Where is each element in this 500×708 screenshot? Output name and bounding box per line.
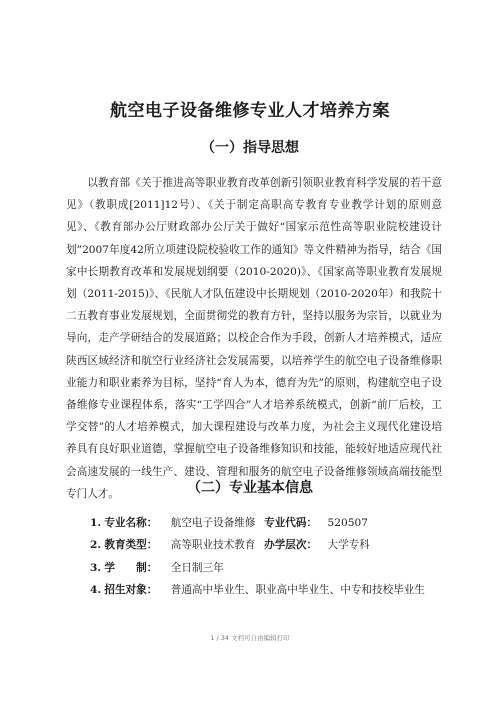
info-number: 2. bbox=[90, 539, 102, 552]
info-value: 高等职业技术教育 bbox=[170, 539, 256, 552]
info-label: 学 制： bbox=[104, 561, 158, 574]
info-label-secondary: 办学层次： bbox=[264, 539, 318, 552]
info-value: 全日制三年 bbox=[170, 561, 224, 574]
section-heading-basic-info: （二）专业基本信息 bbox=[187, 480, 313, 496]
info-row-admission-target bbox=[90, 579, 450, 601]
info-value-secondary: 大学专科 bbox=[327, 539, 370, 552]
info-value-secondary: 520507 bbox=[327, 517, 368, 529]
guiding-ideology-paragraph: 以教育部《关于推进高等职业教育改革创新引领职业教育科学发展的若干意见》（教职成[2011]12号）、《关于制定高职高专教育专业教学计划的原则意见》、《教育部办公厅财政部办公厅关于做好“国家示范性高等职业院校建设计划”2007年度42所立项建设院校验收工作的通知》等文件精神为指导，结合《国家中长期教育改革和发展规划纲要（2010-2020)》、《国家高等职业教育发展规划（2011-2015)》、《民航人才队伍建设中长期规划（2010-2020年）和我院十二五教育事业发展规划，全面贯彻党的教育方针，坚持以服务为宗旨，以就业为导向，走产学研结合的发展道路；以校企合作为手段，创新人才培养模式，适应陕西区域经济和航空行业经济社会发展需要，以培养学生的航空电子设备维修职业能力和职业素养为目标，坚持“育人为本，德育为先”的原则，构建航空电子设备维修专业课程体系，落实“工学四合”人才培养系统模式，创新“前厂后校，工学交替”的人才培养模式，加大课程建设与改革力度，为社会主义现代化建设培养具有良好职业道德，掌握航空电子设备维修知识和技能，能较好地适应现代社会高速发展的一线生产、建设、管理和服务的航空电子设备维修领域高端技能型专门人才。 bbox=[66, 177, 442, 500]
info-value: 航空电子设备维修 bbox=[170, 517, 256, 529]
info-row-major-name bbox=[90, 512, 450, 534]
info-number: 3. bbox=[90, 561, 102, 574]
info-row-education-type bbox=[90, 534, 450, 556]
page-footer: 1 / 34 文档可自由编辑打印 bbox=[210, 634, 290, 642]
basic-info-list bbox=[90, 512, 450, 602]
info-value: 普通高中毕业生、职业高中毕业生、中专和技校毕业生 bbox=[170, 584, 425, 597]
info-label: 专业名称： bbox=[104, 517, 158, 529]
info-label: 招生对象： bbox=[104, 584, 158, 597]
info-number: 4. bbox=[90, 584, 102, 597]
section-heading-guiding-ideology: （一）指导思想 bbox=[201, 140, 299, 156]
info-label: 教育类型： bbox=[104, 539, 158, 552]
info-number: 1. bbox=[90, 517, 102, 529]
info-row-duration bbox=[90, 557, 450, 579]
document-title: 航空电子设备维修专业人才培养方案 bbox=[110, 101, 390, 121]
info-label-secondary: 专业代码： bbox=[264, 517, 318, 529]
